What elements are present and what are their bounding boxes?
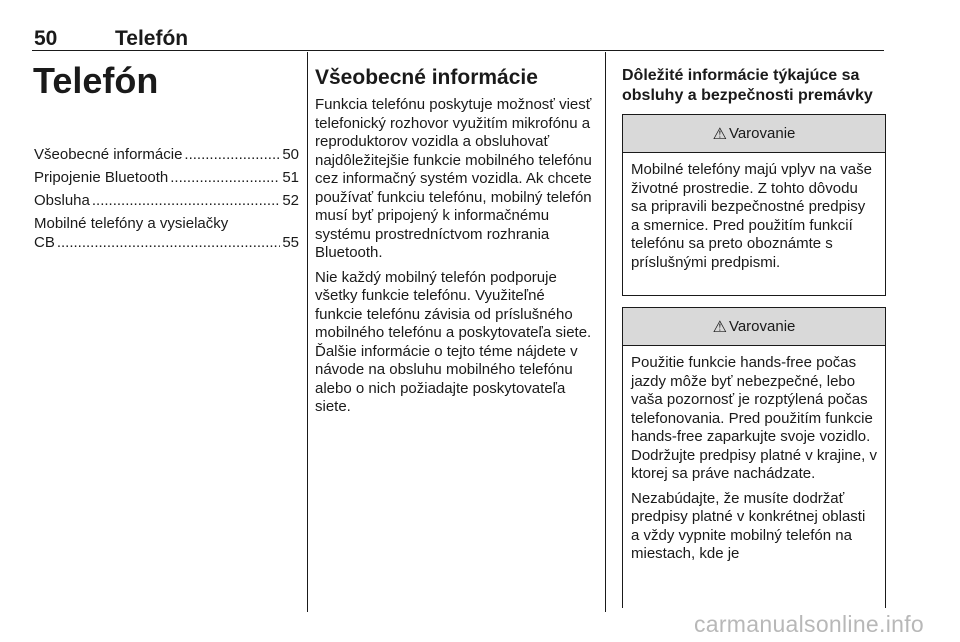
toc-entry-text-line2: CB: [34, 234, 55, 251]
warning-triangle-icon: ⚠: [712, 125, 727, 143]
table-of-contents: [34, 145, 299, 256]
toc-entry-text: Pripojenie Bluetooth: [34, 169, 169, 186]
toc-entry-page: 50: [282, 146, 299, 163]
toc-leader-dots: [92, 191, 280, 210]
toc-leader-dots: [184, 145, 280, 164]
toc-leader-dots: [170, 168, 280, 187]
toc-entry[interactable]: [34, 168, 299, 187]
warning-box: [622, 114, 886, 296]
toc-entry-page: 51: [282, 169, 299, 186]
toc-entry-text: Obsluha: [34, 192, 90, 209]
body-paragraph: Nie každý mobilný telefón podporuje všetky funkcie telefónu. Využiteľné funkcie telefónu závisia od príslušného mobilného telefónu a poskytovateľa siete. Ďalšie informácie o tejto téme nájdete v návode na obsluhu mobilného telefónu alebo o nich požiadajte poskytovateľa siete.: [315, 268, 592, 415]
body-paragraph: Funkcia telefónu poskytuje možnosť viesť telefonický rozhovor využitím mikrofónu a reproduktorov vozidla a obsluhovať najdôležitejšie funkcie mobilného telefónu cez informačný systém vozidla. Ak chcete používať funkciu telefónu, mobilný telefón musí byť pripojený k informačnému systému prostredníctvom rozhrania Bluetooth.: [315, 96, 592, 261]
toc-entry-text: Všeobecné informácie: [34, 146, 183, 163]
warning-triangle-icon: ⚠: [712, 318, 727, 336]
warning-title: Varovanie: [728, 125, 796, 142]
toc-entry-page: 55: [282, 234, 299, 251]
toc-entry-multiline[interactable]: [34, 214, 299, 252]
warning-body: [623, 153, 885, 280]
toc-entry-line2: [34, 233, 299, 252]
column-divider-1: [307, 52, 308, 612]
warning-text: Nezabúdajte, že musíte dodržať predpisy platné v konkrétnej oblasti a vždy vypnite mobilný telefón na miestach, kde je: [631, 489, 866, 562]
general-info-body: [315, 96, 595, 423]
toc-entry[interactable]: [34, 145, 299, 164]
warning-text: Použitie funkcie hands-free počas jazdy môže byť nebezpečné, lebo vaša pozornosť je rozptýlená počas telefonovania. Pred použitím funkcie hands-free zaparkujte svoje vozidlo. Dodržujte predpisy platné v krajine, v ktorej sa práve nachádzate.: [631, 354, 877, 482]
column-divider-2: [605, 52, 606, 612]
warning-body: [623, 346, 885, 572]
warning-title: Varovanie: [728, 318, 796, 335]
chapter-title: Telefón: [33, 60, 159, 101]
warning-header: [623, 115, 885, 153]
header-rule: [32, 50, 884, 51]
toc-entry-text-line1: Mobilné telefóny a vysielačky: [34, 215, 229, 232]
section-heading-safety: Dôležité informácie týkajúce sa obsluhy a bezpečnosti premávky: [622, 67, 873, 104]
section-heading-general-info: Všeobecné informácie: [315, 66, 538, 89]
warning-header: [623, 308, 885, 346]
toc-entry[interactable]: [34, 191, 299, 210]
page-number: 50: [34, 27, 58, 50]
toc-entry-page: 52: [282, 192, 299, 209]
warning-box: [622, 307, 886, 608]
warning-text: Mobilné telefóny majú vplyv na vaše životné prostredie. Z tohto dôvodu sa pripravili bezpečnostné predpisy a smernice. Pred použitím funkcií telefónu sa preto oboznámte s príslušnými predpismi.: [631, 161, 872, 271]
watermark: carmanualsonline.info: [693, 611, 924, 637]
toc-leader-dots: [57, 233, 280, 252]
running-title: Telefón: [115, 27, 189, 50]
